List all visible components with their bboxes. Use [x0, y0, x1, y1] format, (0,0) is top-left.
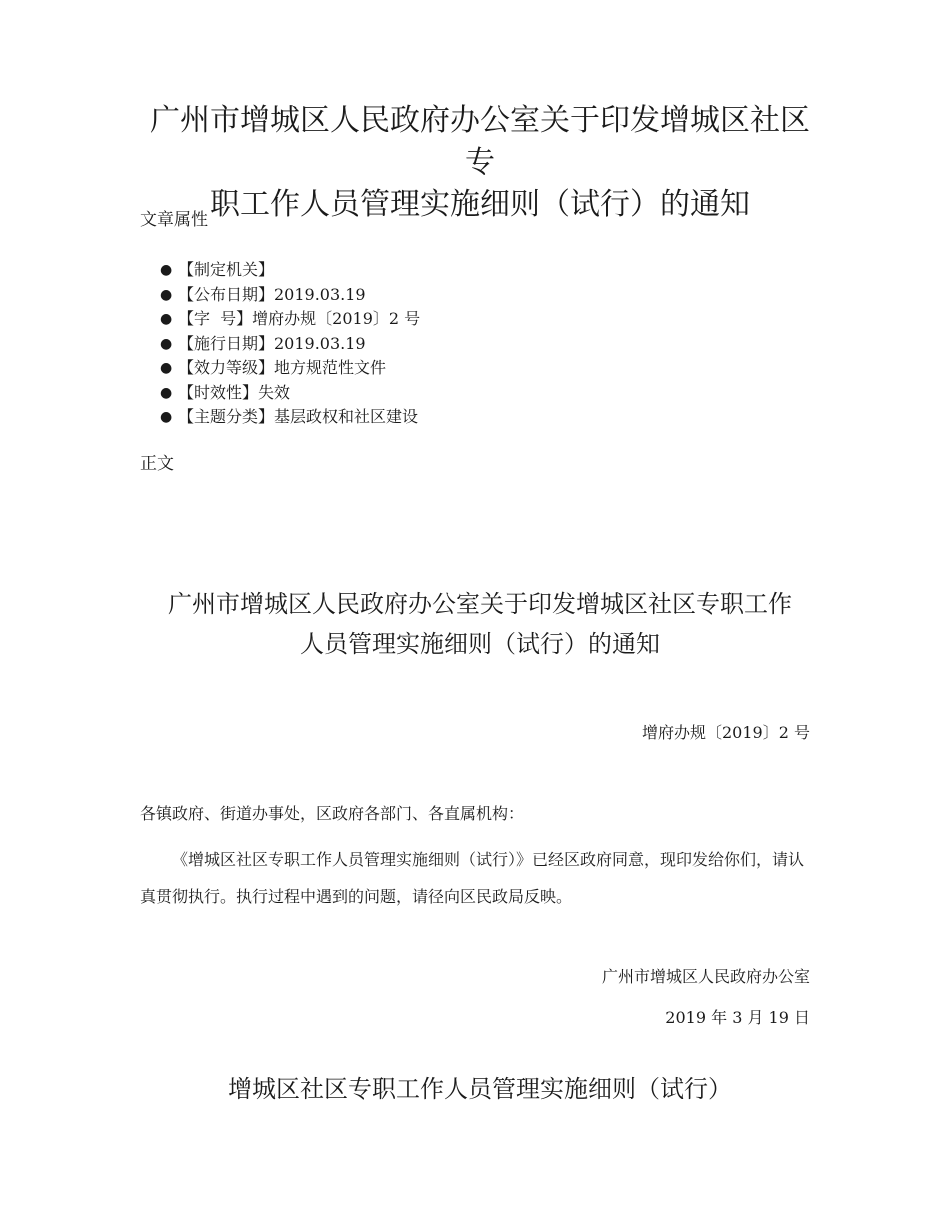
attribute-item-issuer: ● 【制定机关】 — [178, 258, 420, 283]
bullet-icon: ● — [160, 335, 173, 352]
bullet-icon: ● — [160, 384, 173, 401]
rules-title: 增城区社区专职工作人员管理实施细则（试行） — [228, 1075, 732, 1103]
bullet-icon: ● — [160, 286, 173, 303]
signer: 广州市增城区人民政府办公室 — [601, 967, 810, 986]
salutation: 各镇政府、街道办事处，区政府各部门、各直属机构： — [140, 804, 525, 823]
document-title-line-2: 人员管理实施细则（试行）的通知 — [300, 630, 660, 658]
bullet-icon: ● — [160, 360, 173, 376]
bullet-icon: ● — [160, 409, 173, 425]
attribute-item-validity: ● 【时效性】失效 — [178, 381, 420, 406]
sign-date: 2019 年 3 月 19 日 — [665, 1008, 810, 1027]
page-title — [140, 100, 820, 226]
attribute-item-doc-number: ● 【字 号】增府办规〔2019〕2 号 — [178, 307, 420, 332]
body-paragraph: 《增城区社区专职工作人员管理实施细则（试行）》已经区政府同意，现印发给你们，请认真贯彻执行。执行过程中遇到的问题，请径向区民政局反映。 — [140, 850, 805, 906]
attributes-list — [140, 258, 420, 430]
attribute-item-category: ● 【主题分类】基层政权和社区建设 — [178, 405, 420, 430]
bullet-icon: ● — [160, 311, 173, 327]
attribute-item-publish-date: ● 【公布日期】2019.03.19 — [178, 283, 420, 308]
attribute-item-effective-date: ● 【施行日期】2019.03.19 — [178, 332, 420, 357]
document-title — [140, 584, 820, 664]
page-title-line-1: 广州市增城区人民政府办公室关于印发增城区社区专 — [150, 103, 810, 180]
bullet-icon: ● — [160, 262, 173, 278]
body-section-label: 正文 — [140, 454, 174, 474]
document-number: 增府办规〔2019〕2 号 — [642, 723, 810, 742]
attribute-item-legal-level: ● 【效力等级】地方规范性文件 — [178, 356, 420, 381]
attributes-section-label: 文章属性 — [140, 210, 208, 230]
document-title-line-1: 广州市增城区人民政府办公室关于印发增城区社区专职工作 — [168, 590, 792, 618]
page-title-line-2: 职工作人员管理实施细则（试行）的通知 — [210, 187, 750, 222]
